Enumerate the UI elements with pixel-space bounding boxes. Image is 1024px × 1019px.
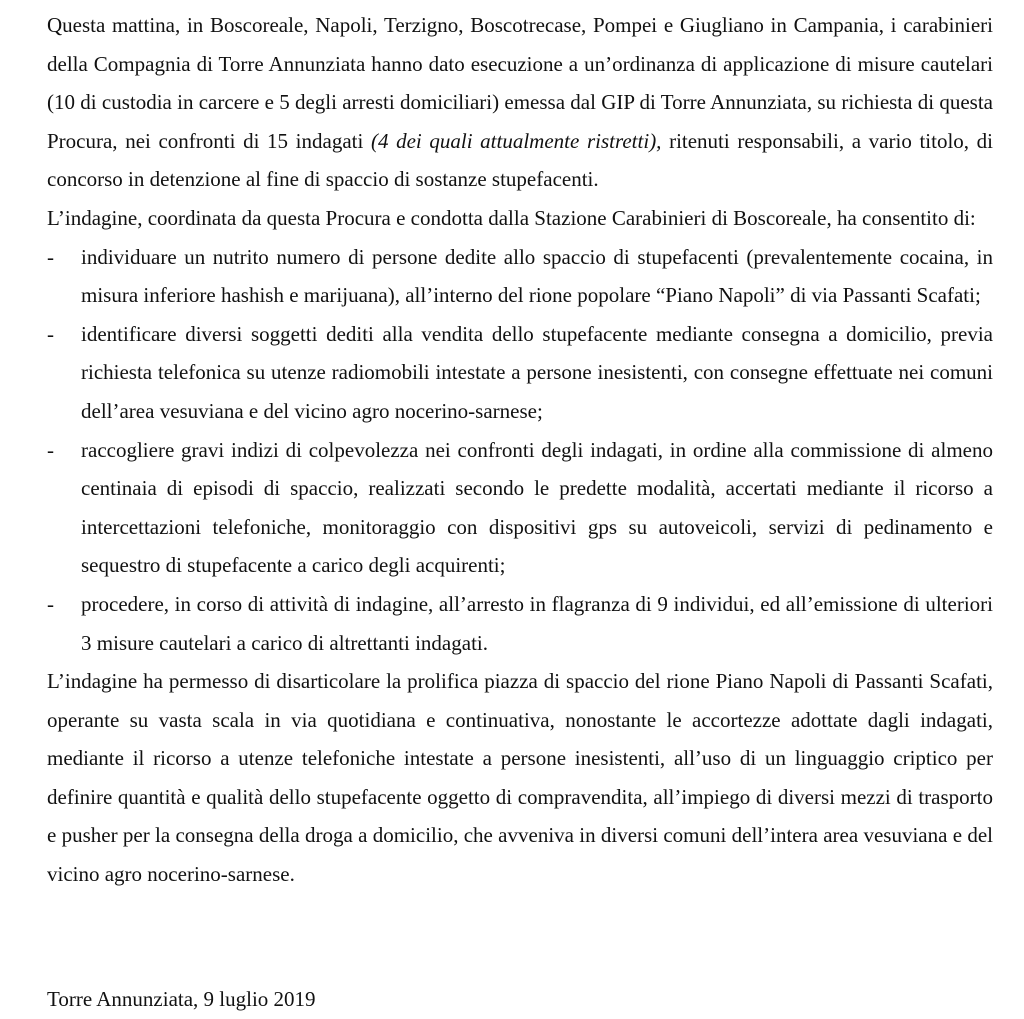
list-dash: -	[47, 437, 54, 462]
list-item	[47, 431, 993, 585]
paragraph-investigation: L’indagine, coordinata da questa Procura e condotta dalla Stazione Carabinieri di Boscoreale, ha consentito di:	[47, 205, 976, 230]
findings-list	[47, 238, 993, 663]
paragraph-intro	[47, 6, 993, 199]
list-dash: -	[47, 244, 54, 269]
list-item-text: individuare un nutrito numero di persone dedite allo spaccio di stupefacenti (prevalentemente cocaina, in misura inferiore hashish e marijuana), all’interno del rione popolare “Piano Napoli” di via Passanti Scafati;	[81, 244, 993, 308]
list-item-text: procedere, in corso di attività di indagine, all’arresto in flagranza di 9 individui, ed all’emissione di ulteriori 3 misure cautelari a carico di altrettanti indagati.	[81, 591, 993, 655]
list-item	[47, 238, 993, 315]
paragraph-intro-text: Questa mattina, in Boscoreale, Napoli, Terzigno, Boscotrecase, Pompei e Giugliano in Campania, i carabinieri della Compagnia di Torre Annunziata hanno dato esecuzione a un’ordinanza di applicazione di misure cautelari (10 di custodia in carcere e 5 degli arresti domiciliari) emessa dal GIP di Torre Annunziata, su richiesta di questa Procura, nei confronti di 15 indagati	[47, 13, 993, 153]
paragraph-outcome: L’indagine ha permesso di disarticolare la prolifica piazza di spaccio del rione Piano Napoli di Passanti Scafati, operante su vasta scala in via quotidiana e continuativa, nonostante le accortezze adottate dagli indagati, mediante il ricorso a utenze telefoniche intestate a persone inesistenti, all’uso di un linguaggio criptico per definire quantità e qualità dello stupefacente oggetto di compravendita, all’impiego di diversi mezzi di trasporto e pusher per la consegna della droga a domicilio, che avveniva in diversi comuni dell’intera area vesuviana e del vicino agro nocerino-sarnese.	[47, 669, 993, 887]
closing-place-date: Torre Annunziata, 9 luglio 2019	[47, 987, 316, 1011]
list-item-text: raccogliere gravi indizi di colpevolezza nei confronti degli indagati, in ordine alla commissione di almeno centinaia di episodi di spaccio, realizzati secondo le predette modalità, accertati mediante il ricorso a intercettazioni telefoniche, monitoraggio con dispositivi gps su autoveicoli, servizi di pedinamento e sequestro di stupefacente a carico degli acquirenti;	[81, 437, 993, 578]
list-dash: -	[47, 591, 54, 616]
paragraph-intro-italic: (4 dei quali attualmente ristretti),	[370, 128, 662, 153]
list-dash: -	[47, 321, 54, 346]
paragraph-intro-tail: ritenuti responsabili, a vario titolo, di concorso in detenzione al fine di spaccio di sostanze stupefacenti.	[47, 128, 994, 192]
list-item	[47, 585, 993, 662]
list-item	[47, 315, 993, 431]
list-item-text: identificare diversi soggetti dediti alla vendita dello stupefacente mediante consegna a domicilio, previa richiesta telefonica su utenze radiomobili intestate a persone inesistenti, con consegne effettuate nei comuni dell’area vesuviana e del vicino agro nocerino-sarnese;	[81, 321, 993, 423]
document-body	[47, 6, 993, 894]
